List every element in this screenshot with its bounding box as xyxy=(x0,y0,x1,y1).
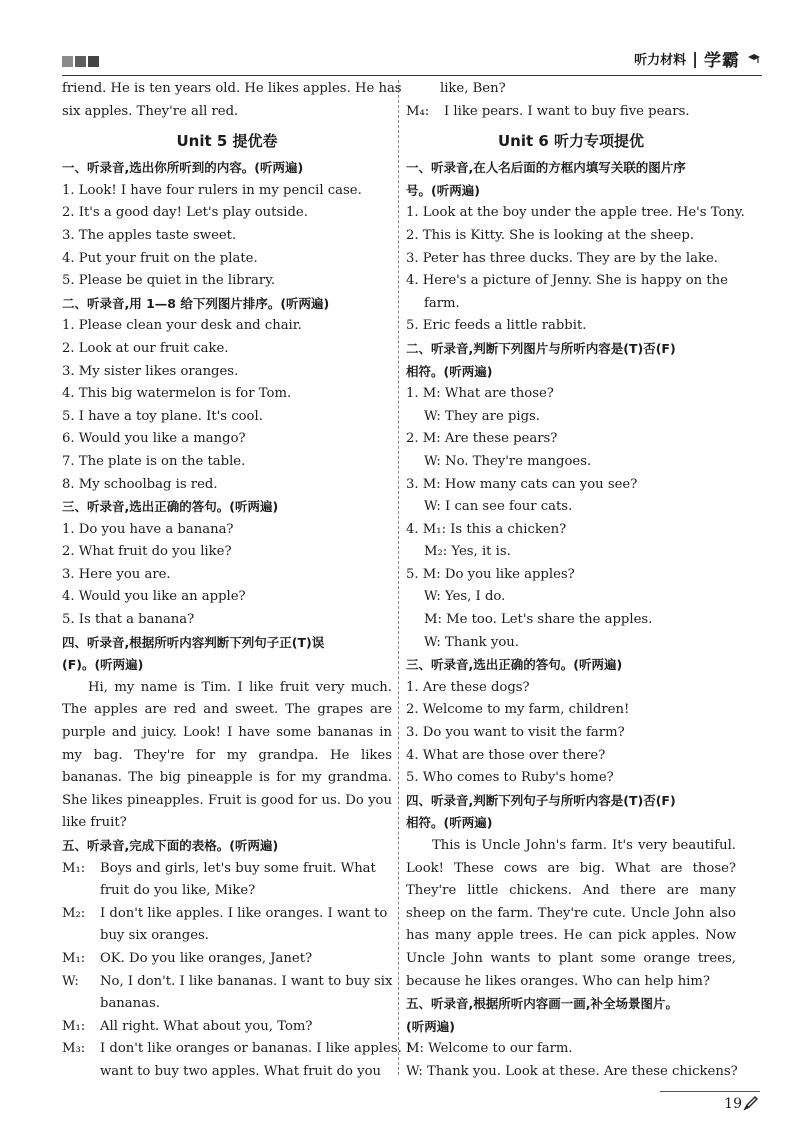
page-header xyxy=(62,44,762,74)
list-item: 4. Here's a picture of Jenny. She is happy on the xyxy=(406,273,728,289)
dialog-line xyxy=(62,858,392,903)
footer-rule xyxy=(660,1091,760,1092)
list-item: 1. Do you have a banana? xyxy=(62,521,234,537)
list-item-cont: farm. xyxy=(424,295,460,311)
section-title: 五、听录音,根据所听内容画一画,补全场景图片。 xyxy=(406,996,678,1012)
list-item: 5. Who comes to Ruby's home? xyxy=(406,770,614,786)
dialog-text: I like pears. I want to buy five pears. xyxy=(444,103,690,119)
dialog-text: W: Thank you. xyxy=(424,634,519,650)
section-title-cont: 号。(听两遍) xyxy=(406,182,480,198)
dialog-text: M: Welcome to our farm. xyxy=(406,1041,573,1057)
dialog-text: want to buy two apples. What fruit do you xyxy=(100,1063,382,1079)
list-item: 6. Would you like a mango? xyxy=(62,431,246,447)
list-item: 5. Is that a banana? xyxy=(62,612,195,628)
list-item: 3. Here you are. xyxy=(62,566,171,582)
header-squares-icon xyxy=(62,52,101,71)
brand-cap-icon xyxy=(746,51,762,67)
dialog-text: 3. M: How many cats can you see? xyxy=(406,476,638,492)
list-item: 2. Welcome to my farm, children! xyxy=(406,702,630,718)
dialog-text: 2. M: Are these pears? xyxy=(406,431,558,447)
dialog-line xyxy=(62,948,392,971)
list-item: 4. Put your fruit on the plate. xyxy=(62,250,258,266)
dialog-text: like, Ben? xyxy=(440,81,506,96)
intro-line: friend. He is ten years old. He likes apples. He has xyxy=(62,81,402,96)
header-label: 听力材料 xyxy=(634,53,687,68)
passage: Hi, my name is Tim. I like fruit very much. The apples are red and sweet. The grapes are purple and juicy. Look! I have some bananas in my bag. They're for my grandpa. He likes bananas. The big pineapple is for my grandma. She likes pineapples. Fruit is good for us. Do you like fruit? xyxy=(62,679,392,831)
dialog-line xyxy=(62,903,392,948)
list-item: 1. Please clean your desk and chair. xyxy=(62,318,302,334)
list-item: 8. My schoolbag is red. xyxy=(62,476,218,492)
list-item: 1. Look! I have four rulers in my pencil case. xyxy=(62,182,362,198)
section-title: 四、听录音,根据所听内容判断下列句子正(T)误 xyxy=(62,634,325,650)
dialog-text: bananas. xyxy=(100,996,160,1012)
list-item: 2. It's a good day! Let's play outside. xyxy=(62,205,308,221)
section-title: 三、听录音,选出正确的答句。(听两遍) xyxy=(62,499,279,515)
list-item: 2. Look at our fruit cake. xyxy=(62,340,229,356)
list-item: 4. What are those over there? xyxy=(406,747,606,763)
list-item: 5. I have a toy plane. It's cool. xyxy=(62,408,263,424)
intro-line: six apples. They're all red. xyxy=(62,103,239,119)
section-title-cont: (F)。(听两遍) xyxy=(62,657,144,673)
dialog-text: No, I don't. I like bananas. I want to buy six xyxy=(100,973,393,989)
header-brand: 学霸 xyxy=(704,51,740,71)
dialog-text: W: They are pigs. xyxy=(424,408,541,424)
dialog-line xyxy=(62,1016,392,1039)
dialog-text: I don't like oranges or bananas. I like apples. I xyxy=(100,1041,412,1057)
list-item: 2. What fruit do you like? xyxy=(62,544,232,560)
list-item: 7. The plate is on the table. xyxy=(62,453,246,469)
speaker: M₁: xyxy=(62,950,86,966)
pen-icon xyxy=(742,1094,760,1112)
list-item: 4. This big watermelon is for Tom. xyxy=(62,386,292,402)
dialog-text: M: Me too. Let's share the apples. xyxy=(424,612,653,628)
section-title: 三、听录音,选出正确的答句。(听两遍) xyxy=(406,657,623,673)
section-title: 五、听录音,完成下面的表格。(听两遍) xyxy=(62,838,279,853)
speaker: M₄: xyxy=(406,103,430,119)
dialog-text: 5. M: Do you like apples? xyxy=(406,566,575,582)
list-item: 2. This is Kitty. She is looking at the sheep. xyxy=(406,227,694,243)
page-number: 19 xyxy=(724,1096,742,1112)
speaker: M₂: xyxy=(62,905,86,921)
section-title: 二、听录音,判断下列图片与所听内容是(T)否(F) xyxy=(406,340,676,356)
section-title-cont: 相符。(听两遍) xyxy=(406,363,493,379)
speaker: M₁: xyxy=(62,1018,86,1034)
section-title: 一、听录音,选出你所听到的内容。(听两遍) xyxy=(62,160,304,176)
header-separator: | xyxy=(692,49,698,68)
list-item: 1. Are these dogs? xyxy=(406,679,530,695)
dialog-line xyxy=(62,1038,412,1083)
section-title: 四、听录音,判断下列句子与所听内容是(T)否(F) xyxy=(406,792,676,808)
dialog-line xyxy=(406,101,736,124)
right-column xyxy=(406,78,745,1084)
dialog-text: fruit do you like, Mike? xyxy=(100,883,256,899)
unit6-title: Unit 6 听力专项提优 xyxy=(497,132,645,151)
header-rule xyxy=(62,75,762,76)
list-item: 3. My sister likes oranges. xyxy=(62,363,239,379)
dialog-text: W: Thank you. Look at these. Are these chickens? xyxy=(406,1063,738,1079)
dialog-text: OK. Do you like oranges, Janet? xyxy=(100,950,313,966)
speaker: M₁: xyxy=(62,860,86,876)
section-title: 二、听录音,用 1—8 给下列图片排序。(听两遍) xyxy=(62,295,330,311)
dialog-text: M₂: Yes, it is. xyxy=(424,544,511,560)
dialog-text: Boys and girls, let's buy some fruit. What xyxy=(100,860,376,876)
column-divider xyxy=(398,80,399,1075)
dialog-text: W: I can see four cats. xyxy=(424,499,573,515)
dialog-text: W: No. They're mangoes. xyxy=(424,453,592,469)
section-title-cont: 相符。(听两遍) xyxy=(406,815,493,831)
dialog-text: W: Yes, I do. xyxy=(424,589,506,605)
speaker: M₃: xyxy=(62,1041,86,1057)
list-item: 5. Please be quiet in the library. xyxy=(62,273,276,289)
section-title: 一、听录音,在人名后面的方框内填写关联的图片序 xyxy=(406,160,686,176)
list-item: 1. Look at the boy under the apple tree. He's Tony. xyxy=(406,205,745,221)
dialog-text: I don't like apples. I like oranges. I want to xyxy=(100,905,388,921)
unit5-title: Unit 5 提优卷 xyxy=(176,132,278,151)
list-item: 3. Peter has three ducks. They are by the lake. xyxy=(406,250,718,266)
list-item: 3. Do you want to visit the farm? xyxy=(406,725,625,741)
section-title-cont: (听两遍) xyxy=(406,1018,455,1034)
dialog-text: All right. What about you, Tom? xyxy=(100,1018,313,1034)
dialog-text: 4. M₁: Is this a chicken? xyxy=(406,521,567,537)
header-right xyxy=(634,46,762,71)
speaker: W: xyxy=(62,973,79,989)
dialog-line xyxy=(62,971,392,1016)
dialog-text: buy six oranges. xyxy=(100,928,209,944)
left-column xyxy=(62,78,412,1084)
dialog-text: 1. M: What are those? xyxy=(406,386,554,402)
list-item: 4. Would you like an apple? xyxy=(62,589,246,605)
passage: This is Uncle John's farm. It's very beautiful. Look! These cows are big. What are those? They're little chickens. And there are many sheep on the farm. They're cute. Uncle John also has many apple trees. He can pick apples. Now Uncle John wants to plant some orange trees, because he likes oranges. Who can help him? xyxy=(406,838,736,989)
list-item: 5. Eric feeds a little rabbit. xyxy=(406,318,587,334)
list-item: 3. The apples taste sweet. xyxy=(62,227,237,243)
